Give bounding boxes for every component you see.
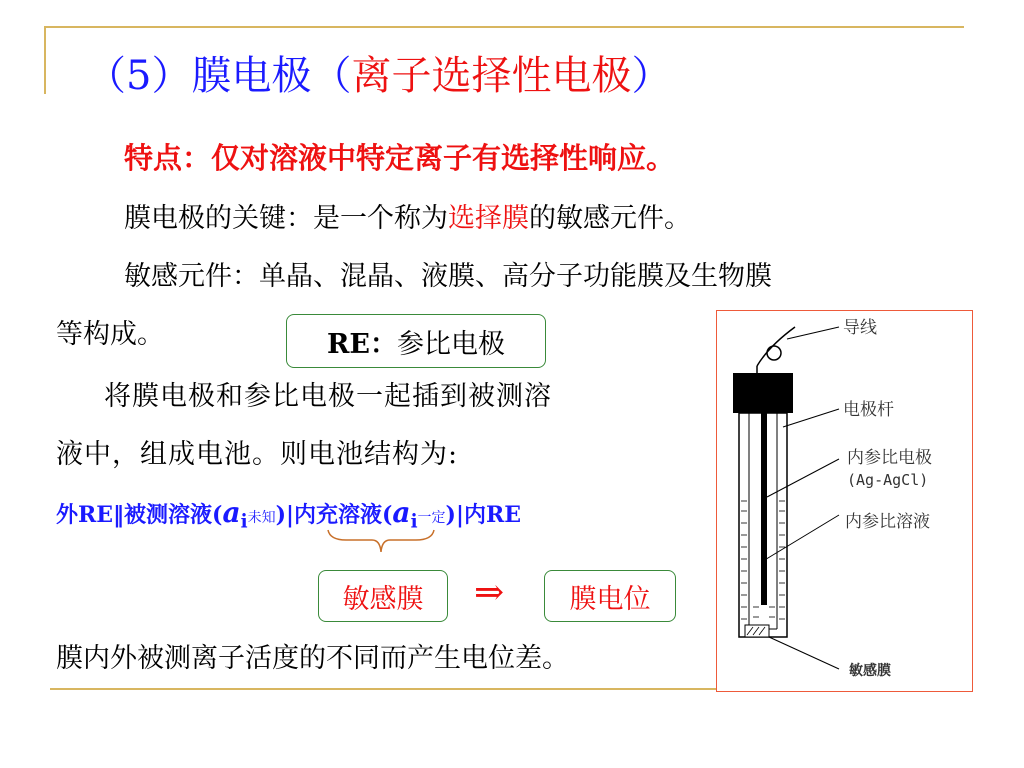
formula-part-1: 外RE‖被测溶液(	[56, 502, 223, 528]
elements-line-2: 等构成。	[56, 319, 164, 350]
re-label: RE：	[326, 328, 398, 360]
conclusion-line: 膜内外被测离子活度的不同而产生电位差。	[56, 643, 569, 674]
label-wire: 导线	[843, 318, 877, 338]
label-inner-ref: 内参比电极	[847, 448, 932, 468]
formula-sub-1: i	[240, 511, 248, 533]
sensitive-membrane	[745, 625, 769, 637]
label-membrane: 敏感膜	[849, 663, 891, 679]
title-highlight: 离子选择性电极	[351, 53, 632, 99]
key-suffix: 的敏感元件。	[529, 203, 691, 234]
label-inner-solution: 内参比溶液	[845, 512, 930, 532]
wire-loop	[767, 346, 781, 360]
formula-note-2: 一定	[417, 510, 446, 526]
insert-line-1: 将膜电极和参比电极一起插到被测溶	[104, 381, 552, 412]
key-highlight: 选择膜	[448, 203, 529, 234]
cell-formula	[56, 496, 521, 532]
implies-arrow-icon: ⇒	[474, 572, 505, 613]
key-prefix: 膜电极的关键：是一个称为	[124, 203, 448, 234]
formula-part-3: )|内RE	[445, 502, 522, 528]
title-prefix: （5）膜电极（	[86, 53, 352, 99]
formula-activity-2: a	[392, 496, 411, 529]
label-rod: 电极杆	[843, 400, 894, 420]
feature-line: 特点：仅对溶液中特定离子有选择性响应。	[124, 141, 676, 175]
electrode-diagram	[717, 311, 972, 691]
slide-title	[86, 50, 671, 102]
frame-top-line	[44, 26, 964, 28]
electrode-figure	[716, 310, 973, 692]
key-line	[124, 196, 691, 235]
insert-line-2: 液中，组成电池。则电池结构为:	[56, 439, 459, 470]
membrane-box: 敏感膜	[318, 570, 448, 622]
formula-sub-2: i	[410, 511, 418, 533]
potential-box: 膜电位	[544, 570, 676, 622]
inner-reference-rod	[761, 413, 767, 605]
frame-left-line	[44, 26, 46, 94]
formula-activity-1: a	[222, 496, 241, 529]
re-box	[286, 314, 546, 368]
title-suffix: ）	[631, 53, 672, 99]
label-inner-ref-sub: (Ag-AgCl)	[847, 471, 929, 489]
formula-note-1: 未知	[247, 510, 276, 526]
brace-icon	[326, 528, 436, 558]
re-text: 参比电极	[397, 328, 506, 360]
elements-line-1: 敏感元件：单晶、混晶、液膜、高分子功能膜及生物膜	[124, 261, 772, 292]
electrode-cap	[733, 373, 793, 413]
formula-part-2: )|内充溶液(	[275, 502, 393, 528]
